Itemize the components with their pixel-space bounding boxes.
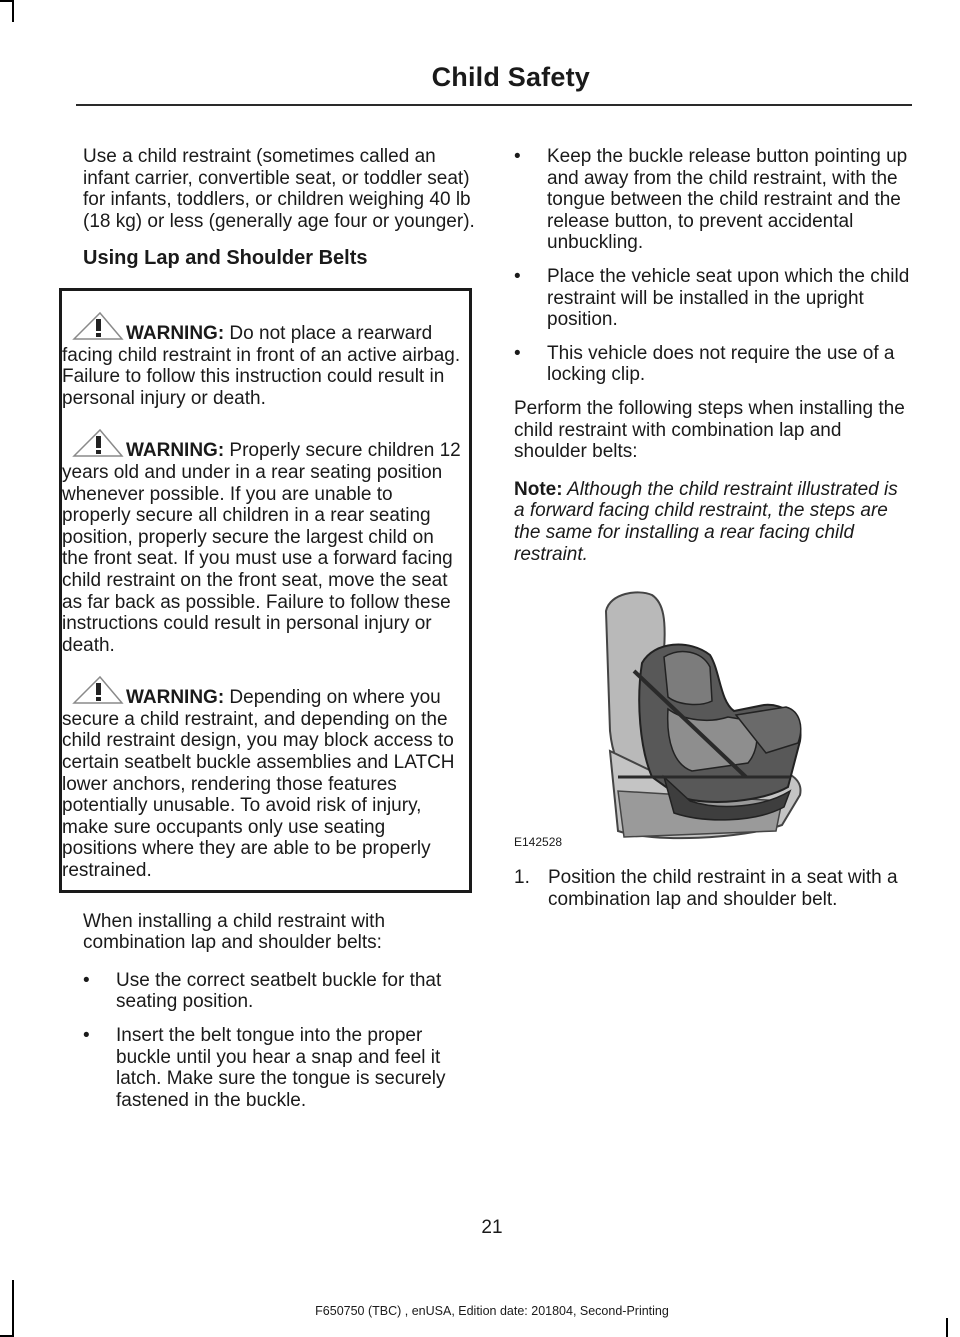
warning-item [62,675,461,881]
warning-text: Properly secure children 12 years old and under in a rear seating position whenever possible. If you are unable to properly secure all children in a rear seating position, properly secure the largest child on the front seat. If you must use a forward facing child restraint on the front seat, move the seat as far back as possible. Failure to follow these instructions could result in personal injury or death. [62,440,461,656]
right-column [514,146,910,910]
step-item [514,867,910,910]
note-text: Although the child restraint illustrated is a forward facing child restraint, the steps are the same for installing a rear facing child restraint. [514,478,898,565]
header-divider [76,104,912,106]
bullet-list [514,146,910,386]
intro-paragraph: Use a child restraint (sometimes called an infant carrier, convertible seat, or toddler seat) for infants, toddlers, or children weighing 40 lb (18 kg) or less (generally age four or younger). [83,146,475,232]
crop-mark [946,1318,948,1337]
warning-text: Depending on where you secure a child restraint, and depending on the child restraint design, you may block access to certain seatbelt buckle assemblies and LATCH lower anchors, rendering those features potentially unusable. To avoid risk of injury, make sure occupants only use seating positions where they are able to be properly restrained. [62,687,455,882]
note-paragraph [514,479,910,565]
list-item: • Use the correct seatbelt buckle for that seating position. [83,970,475,1013]
bullet-list [83,970,475,1112]
list-item: • This vehicle does not require the use of a locking clip. [514,343,910,386]
warning-label: WARNING: [126,322,225,344]
list-item: • Place the vehicle seat upon which the child restraint will be installed in the upright position. [514,266,910,331]
warning-label: WARNING: [126,440,225,462]
left-column [62,146,475,1123]
steps-list [514,867,910,910]
figure-id: E142528 [514,834,563,849]
warning-text: Do not place a rearward facing child restraint in front of an active airbag. Failure to follow this instruction could result in personal injury or death. [62,322,461,409]
installing-paragraph: When installing a child restraint with combination lap and shoulder belts: [83,910,386,954]
step-number: 1. [514,867,530,889]
note-label: Note: [514,478,563,500]
child-seat-illustration [514,581,910,853]
warning-item [62,311,461,409]
warning-box [59,288,472,893]
step-text: Position the child restraint in a seat with a combination lap and shoulder belt. [548,867,898,910]
list-item: • Insert the belt tongue into the proper buckle until you hear a snap and feel it latch. Make sure the tongue is securely fastened in the buckle. [83,1025,475,1111]
page-number: 21 [481,1217,503,1238]
steps-intro-paragraph: Perform the following steps when installing the child restraint with combination lap and shoulder belts: [514,397,905,463]
child-seat-drawing [514,581,910,843]
list-item: • Keep the buckle release button pointing up and away from the child restraint, with the tongue between the child restraint and the release button, to prevent accidental unbuckling. [514,146,910,254]
warning-triangle-icon [70,311,126,341]
section-heading: Using Lap and Shoulder Belts [83,247,368,270]
warning-triangle-icon [70,675,126,705]
warning-item [62,428,461,656]
crop-mark [12,0,14,22]
warning-triangle-icon [70,428,126,458]
page-title: Child Safety [431,62,590,92]
crop-mark [0,0,12,2]
warning-label: WARNING: [126,687,225,709]
page-footer: F650750 (TBC) , enUSA, Edition date: 201804, Second-Printing [315,1304,669,1318]
